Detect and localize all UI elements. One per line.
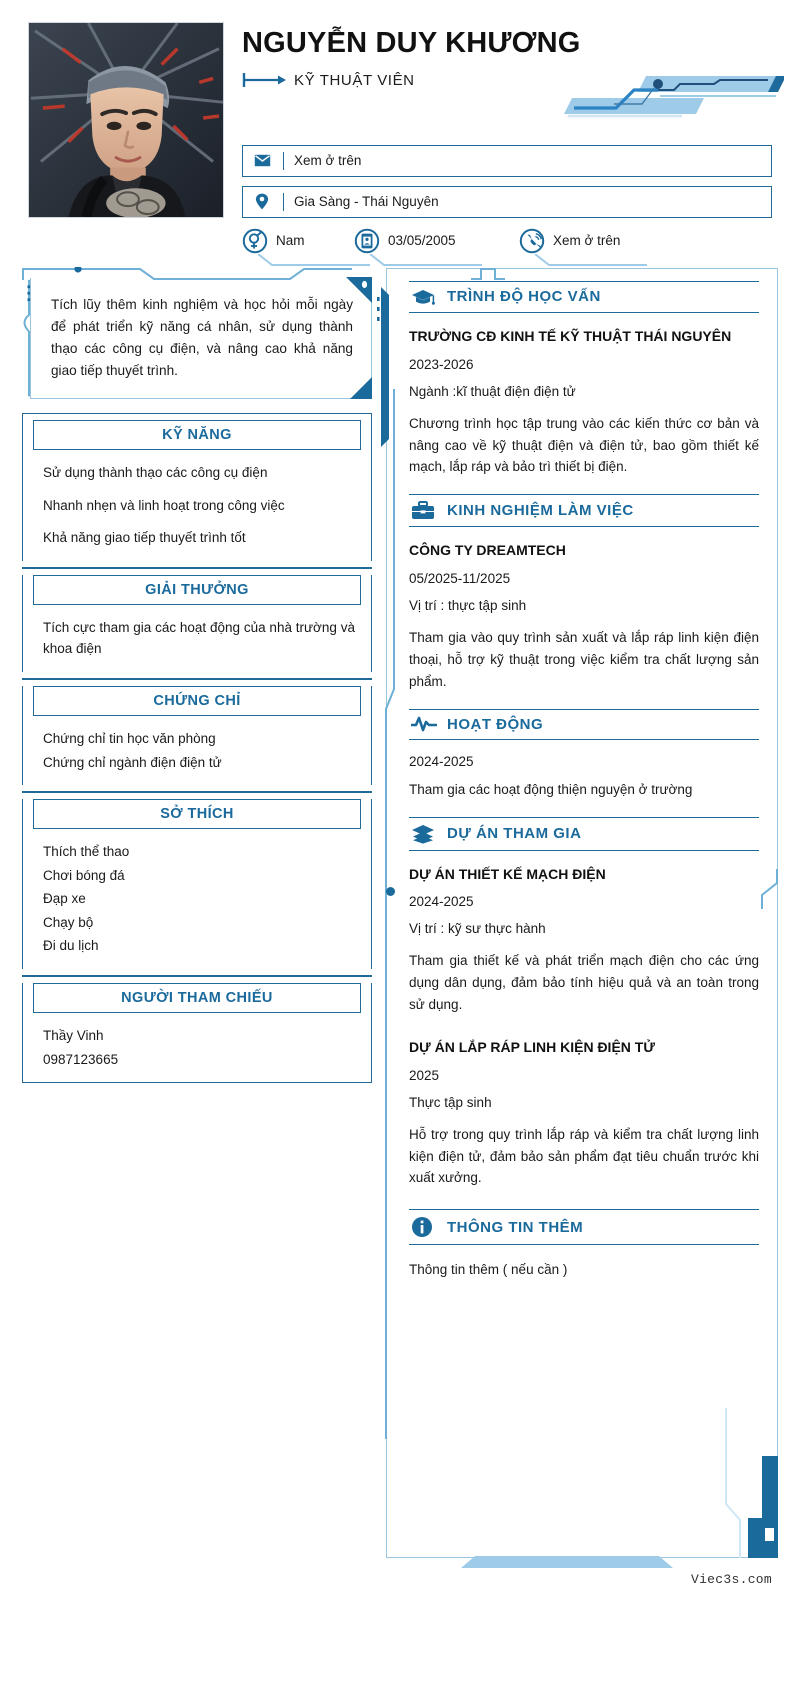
project-date: 2024-2025 <box>409 894 474 910</box>
project-item <box>409 865 759 1016</box>
left-section-body <box>23 605 371 672</box>
meta-underline-decoration <box>533 254 648 266</box>
project-date: 2025 <box>409 1067 440 1083</box>
phone-icon <box>519 228 545 254</box>
divider <box>283 193 284 211</box>
calendar-icon <box>354 228 380 254</box>
left-section-title: GIẢI THƯỞNG <box>33 575 361 605</box>
summary-text: Tích lũy thêm kinh nghiệm và học hỏi mỗi ngày để phát triển kỹ năng cá nhân, sử dụng thành thạo các công cụ điện, và nâng cao khả năng giao tiếp thuyết trình. <box>51 296 353 378</box>
right-section-title: TRÌNH ĐỘ HỌC VẤN <box>447 288 601 306</box>
divider <box>22 975 372 977</box>
contact-address-value: Gia Sàng - Thái Nguyên <box>294 194 439 210</box>
left-section-skills <box>22 413 372 561</box>
project-description: Tham gia thiết kế và phát triển mạch điện cho các ứng dụng dân dụng, đảm bảo tính hiệu quả và an toàn trong sử dụng. <box>409 953 759 1013</box>
left-section-body <box>23 1013 371 1082</box>
list-item: Chơi bóng đá <box>43 867 125 883</box>
right-section-header-activities <box>409 709 759 740</box>
activity-description: Tham gia các hoạt động thiện nguyện ở trường <box>409 781 693 797</box>
location-pin-icon <box>251 193 273 210</box>
meta-birthdate[interactable] <box>354 228 519 254</box>
left-section-body <box>23 716 371 785</box>
education-date: 2023-2026 <box>409 356 474 372</box>
summary-corner-bottom-decoration <box>350 377 372 399</box>
reference-phone: 0987123665 <box>43 1051 119 1067</box>
layers-icon <box>411 824 437 844</box>
activity-pulse-icon <box>411 716 437 732</box>
meta-row <box>242 228 772 254</box>
experience-date: 05/2025-11/2025 <box>409 571 511 587</box>
right-section-title: DỰ ÁN THAM GIA <box>447 825 582 842</box>
education-major: Ngành :kĩ thuật điện điện tử <box>409 383 576 399</box>
meta-birthdate-value: 03/05/2005 <box>388 233 456 249</box>
left-section-hobbies <box>22 799 372 969</box>
role-row <box>242 72 772 89</box>
list-item: Thích thể thao <box>43 844 130 860</box>
left-column <box>22 268 372 1083</box>
education-school: TRƯỜNG CĐ KINH TẾ KỸ THUẬT THÁI NGUYÊN <box>409 327 732 344</box>
contact-email-row[interactable] <box>242 145 772 177</box>
meta-underline-decoration <box>256 254 371 266</box>
left-section-title: NGƯỜI THAM CHIẾU <box>33 983 361 1013</box>
list-item: Chứng chỉ ngành điện điện tử <box>43 754 222 770</box>
right-side-line-decoration <box>384 389 396 1439</box>
envelope-icon <box>251 154 273 167</box>
list-item: Chứng chỉ tin học văn phòng <box>43 730 216 746</box>
summary-left-decoration <box>18 278 32 398</box>
right-top-notch-decoration <box>471 268 505 280</box>
project-title: DỰ ÁN LẮP RÁP LINH KIỆN ĐIỆN TỬ <box>409 1038 655 1055</box>
divider <box>22 678 372 680</box>
cv-header <box>0 0 800 262</box>
right-foot-decoration <box>447 1556 677 1568</box>
additional-info-text: Thông tin thêm ( nếu cần ) <box>409 1262 568 1278</box>
briefcase-icon <box>411 501 437 520</box>
experience-description: Tham gia vào quy trình sản xuất và lắp ráp linh kiện điện thoại, hỗ trợ kỹ thuật trong việc kiểm tra chất lượng sản phẩm. <box>409 630 759 689</box>
divider <box>22 567 372 569</box>
activity-item <box>409 754 759 801</box>
experience-role: Vị trí : thực tập sinh <box>409 598 527 614</box>
right-section-title: HOẠT ĐỘNG <box>447 715 544 733</box>
gender-icon <box>242 228 268 254</box>
page-title: NGUYỄN DUY KHƯƠNG <box>242 27 581 59</box>
left-section-body <box>23 450 371 561</box>
meta-gender[interactable] <box>242 228 354 254</box>
divider <box>283 152 284 170</box>
meta-gender-value: Nam <box>276 233 305 249</box>
right-column <box>382 268 778 1558</box>
left-section-body <box>23 829 371 969</box>
arrow-right-icon <box>242 72 286 88</box>
right-section-header-additional <box>409 1209 759 1245</box>
additional-info-item <box>409 1259 759 1281</box>
education-description: Chương trình học tập trung vào các kiến thức cơ bản và nâng cao về kỹ thuật điện và điện tử, bao gồm thiết kế mạch, lắp ráp và bảo trì thiết bị điện. <box>409 415 759 475</box>
list-item: Đạp xe <box>43 891 86 907</box>
summary-top-decoration <box>22 267 352 281</box>
right-section-header-experience <box>409 494 759 527</box>
meta-phone-value: Xem ở trên <box>553 233 621 249</box>
footer-brand: Viec3s.com <box>690 1571 772 1587</box>
left-section-title: KỸ NĂNG <box>33 420 361 450</box>
meta-phone[interactable] <box>519 228 642 254</box>
timeline-dot <box>386 887 395 896</box>
contact-address-row[interactable] <box>242 186 772 218</box>
info-circle-icon <box>411 1216 437 1238</box>
list-item: Đi du lịch <box>43 938 99 954</box>
contact-email-value: Xem ở trên <box>294 153 362 169</box>
avatar <box>28 22 224 218</box>
project-role: Thực tập sinh <box>409 1094 492 1110</box>
meta-underline-decoration <box>368 254 483 266</box>
divider <box>22 791 372 793</box>
education-item <box>409 327 759 478</box>
right-frame <box>386 268 778 1558</box>
summary-card <box>30 278 372 399</box>
role-label: KỸ THUẬT VIÊN <box>294 71 415 89</box>
left-section-awards <box>22 575 372 672</box>
right-section-title: KINH NGHIỆM LÀM VIỆC <box>447 502 634 520</box>
right-corner-decoration <box>756 869 778 909</box>
left-section-references <box>22 983 372 1083</box>
right-section-title: THÔNG TIN THÊM <box>447 1218 584 1236</box>
project-role: Vị trí : kỹ sư thực hành <box>409 921 546 937</box>
list-item: Sử dụng thành thạo các công cụ điện <box>43 464 268 480</box>
list-item: Khả năng giao tiếp thuyết trình tốt <box>43 530 246 546</box>
right-section-header-education <box>409 281 759 313</box>
header-details <box>242 22 772 254</box>
cv-body <box>0 262 800 1558</box>
list-item: Chạy bộ <box>43 914 94 930</box>
activity-date: 2024-2025 <box>409 753 474 769</box>
list-item: Tích cực tham gia các hoạt động của nhà trường và khoa điện <box>43 619 355 657</box>
experience-company: CÔNG TY DREAMTECH <box>409 542 566 559</box>
reference-name: Thầy Vinh <box>43 1028 104 1044</box>
left-section-certificates <box>22 686 372 785</box>
summary-corner-decoration <box>346 277 372 303</box>
experience-item <box>409 541 759 692</box>
list-item: Nhanh nhẹn và linh hoạt trong công việc <box>43 497 285 513</box>
left-section-title: SỞ THÍCH <box>33 799 361 829</box>
project-title: DỰ ÁN THIẾT KẾ MẠCH ĐIỆN <box>409 865 606 882</box>
project-description: Hỗ trợ trong quy trình lắp ráp và kiểm tra chất lượng linh kiện điện tử, đảm bảo sản phẩm đạt tiêu chuẩn trước khi xuất xưởng. <box>409 1126 759 1186</box>
right-section-header-projects <box>409 817 759 851</box>
right-bottom-decoration <box>718 1408 778 1558</box>
graduation-cap-icon <box>411 288 437 306</box>
left-section-title: CHỨNG CHỈ <box>33 686 361 716</box>
project-item <box>409 1038 759 1189</box>
avatar-photo <box>29 23 223 217</box>
